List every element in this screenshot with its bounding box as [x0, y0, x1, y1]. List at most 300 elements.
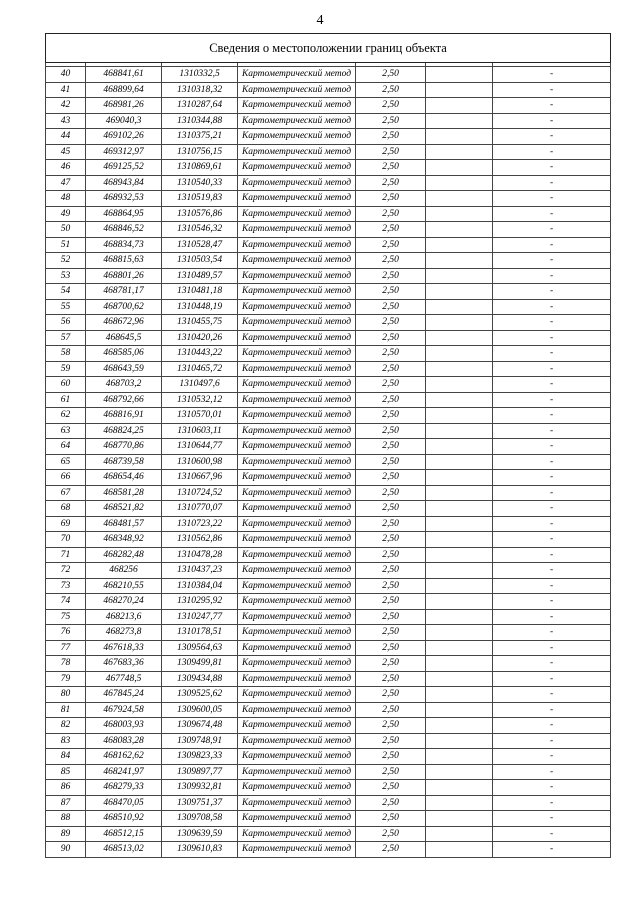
empty-cell — [426, 175, 493, 191]
description-cell: - — [493, 501, 611, 517]
precision-cell: 2,50 — [356, 842, 426, 858]
empty-cell — [426, 609, 493, 625]
method-cell: Картометрический метод — [238, 842, 356, 858]
y-coordinate-cell: 1310644,77 — [162, 439, 238, 455]
description-cell: - — [493, 144, 611, 160]
table-row — [46, 749, 611, 765]
table-row — [46, 129, 611, 145]
precision-cell: 2,50 — [356, 253, 426, 269]
point-number-cell: 77 — [46, 640, 86, 656]
point-number-cell: 87 — [46, 795, 86, 811]
description-cell: - — [493, 253, 611, 269]
x-coordinate-cell: 468241,97 — [86, 764, 162, 780]
description-cell: - — [493, 702, 611, 718]
description-cell: - — [493, 206, 611, 222]
table-row — [46, 299, 611, 315]
description-cell: - — [493, 578, 611, 594]
x-coordinate-cell: 468841,61 — [86, 67, 162, 83]
x-coordinate-cell: 468645,5 — [86, 330, 162, 346]
description-cell: - — [493, 175, 611, 191]
table-row — [46, 175, 611, 191]
precision-cell: 2,50 — [356, 826, 426, 842]
empty-cell — [426, 377, 493, 393]
table-row — [46, 113, 611, 129]
description-cell: - — [493, 811, 611, 827]
table-row — [46, 268, 611, 284]
empty-cell — [426, 392, 493, 408]
method-cell: Картометрический метод — [238, 625, 356, 641]
x-coordinate-cell: 468510,92 — [86, 811, 162, 827]
description-cell: - — [493, 795, 611, 811]
table-row — [46, 578, 611, 594]
x-coordinate-cell: 468815,63 — [86, 253, 162, 269]
point-number-cell: 80 — [46, 687, 86, 703]
method-cell: Картометрический метод — [238, 578, 356, 594]
y-coordinate-cell: 1309708,58 — [162, 811, 238, 827]
x-coordinate-cell: 468846,52 — [86, 222, 162, 238]
description-cell: - — [493, 439, 611, 455]
method-cell: Картометрический метод — [238, 733, 356, 749]
description-cell: - — [493, 129, 611, 145]
empty-cell — [426, 795, 493, 811]
empty-cell — [426, 718, 493, 734]
table-row — [46, 501, 611, 517]
x-coordinate-cell: 468770,86 — [86, 439, 162, 455]
point-number-cell: 76 — [46, 625, 86, 641]
precision-cell: 2,50 — [356, 67, 426, 83]
table-row — [46, 687, 611, 703]
precision-cell: 2,50 — [356, 687, 426, 703]
table-body — [46, 63, 611, 858]
y-coordinate-cell: 1310344,88 — [162, 113, 238, 129]
description-cell: - — [493, 237, 611, 253]
empty-cell — [426, 656, 493, 672]
method-cell: Картометрический метод — [238, 377, 356, 393]
method-cell: Картометрический метод — [238, 315, 356, 331]
empty-cell — [426, 826, 493, 842]
precision-cell: 2,50 — [356, 532, 426, 548]
method-cell: Картометрический метод — [238, 299, 356, 315]
point-number-cell: 45 — [46, 144, 86, 160]
method-cell: Картометрический метод — [238, 82, 356, 98]
y-coordinate-cell: 1310770,07 — [162, 501, 238, 517]
precision-cell: 2,50 — [356, 191, 426, 207]
empty-cell — [426, 129, 493, 145]
table-row — [46, 377, 611, 393]
description-cell: - — [493, 299, 611, 315]
table-row — [46, 408, 611, 424]
y-coordinate-cell: 1309564,63 — [162, 640, 238, 656]
table-row — [46, 284, 611, 300]
method-cell: Картометрический метод — [238, 547, 356, 563]
method-cell: Картометрический метод — [238, 330, 356, 346]
x-coordinate-cell: 468003,93 — [86, 718, 162, 734]
empty-cell — [426, 640, 493, 656]
method-cell: Картометрический метод — [238, 439, 356, 455]
y-coordinate-cell: 1309610,83 — [162, 842, 238, 858]
table-row — [46, 795, 611, 811]
precision-cell: 2,50 — [356, 268, 426, 284]
point-number-cell: 90 — [46, 842, 86, 858]
table-row — [46, 547, 611, 563]
description-cell: - — [493, 764, 611, 780]
point-number-cell: 70 — [46, 532, 86, 548]
description-cell: - — [493, 361, 611, 377]
description-cell: - — [493, 625, 611, 641]
method-cell: Картометрический метод — [238, 144, 356, 160]
empty-cell — [426, 780, 493, 796]
method-cell: Картометрический метод — [238, 532, 356, 548]
empty-cell — [426, 733, 493, 749]
precision-cell: 2,50 — [356, 470, 426, 486]
empty-cell — [426, 516, 493, 532]
point-number-cell: 71 — [46, 547, 86, 563]
method-cell: Картометрический метод — [238, 222, 356, 238]
table-row — [46, 563, 611, 579]
y-coordinate-cell: 1309932,81 — [162, 780, 238, 796]
point-number-cell: 81 — [46, 702, 86, 718]
y-coordinate-cell: 1310723,22 — [162, 516, 238, 532]
table-row — [46, 361, 611, 377]
x-coordinate-cell: 468899,64 — [86, 82, 162, 98]
precision-cell: 2,50 — [356, 718, 426, 734]
table-row — [46, 718, 611, 734]
table-row — [46, 439, 611, 455]
method-cell: Картометрический метод — [238, 764, 356, 780]
method-cell: Картометрический метод — [238, 826, 356, 842]
table-caption: Сведения о местоположении границ объекта — [46, 34, 611, 63]
table-row — [46, 532, 611, 548]
x-coordinate-cell: 468585,06 — [86, 346, 162, 362]
x-coordinate-cell: 468348,92 — [86, 532, 162, 548]
method-cell: Картометрический метод — [238, 237, 356, 253]
page-number: 4 — [316, 13, 324, 28]
point-number-cell: 52 — [46, 253, 86, 269]
x-coordinate-cell: 468801,26 — [86, 268, 162, 284]
y-coordinate-cell: 1309600,05 — [162, 702, 238, 718]
empty-cell — [426, 439, 493, 455]
description-cell: - — [493, 82, 611, 98]
description-cell: - — [493, 315, 611, 331]
method-cell: Картометрический метод — [238, 268, 356, 284]
empty-cell — [426, 842, 493, 858]
x-coordinate-cell: 468256 — [86, 563, 162, 579]
table-row — [46, 315, 611, 331]
empty-cell — [426, 82, 493, 98]
empty-cell — [426, 764, 493, 780]
point-number-cell: 82 — [46, 718, 86, 734]
method-cell: Картометрический метод — [238, 470, 356, 486]
empty-cell — [426, 284, 493, 300]
x-coordinate-cell: 468270,24 — [86, 594, 162, 610]
empty-cell — [426, 253, 493, 269]
y-coordinate-cell: 1310455,75 — [162, 315, 238, 331]
empty-cell — [426, 237, 493, 253]
y-coordinate-cell: 1310667,96 — [162, 470, 238, 486]
precision-cell: 2,50 — [356, 811, 426, 827]
precision-cell: 2,50 — [356, 764, 426, 780]
empty-cell — [426, 222, 493, 238]
method-cell: Картометрический метод — [238, 594, 356, 610]
point-number-cell: 41 — [46, 82, 86, 98]
x-coordinate-cell: 468703,2 — [86, 377, 162, 393]
method-cell: Картометрический метод — [238, 361, 356, 377]
method-cell: Картометрический метод — [238, 423, 356, 439]
precision-cell: 2,50 — [356, 299, 426, 315]
precision-cell: 2,50 — [356, 423, 426, 439]
x-coordinate-cell: 468943,84 — [86, 175, 162, 191]
description-cell: - — [493, 470, 611, 486]
x-coordinate-cell: 469125,52 — [86, 160, 162, 176]
x-coordinate-cell: 468816,91 — [86, 408, 162, 424]
empty-cell — [426, 454, 493, 470]
empty-cell — [426, 532, 493, 548]
precision-cell: 2,50 — [356, 284, 426, 300]
precision-cell: 2,50 — [356, 408, 426, 424]
method-cell: Картометрический метод — [238, 795, 356, 811]
point-number-cell: 69 — [46, 516, 86, 532]
table-row — [46, 206, 611, 222]
y-coordinate-cell: 1310247,77 — [162, 609, 238, 625]
description-cell: - — [493, 485, 611, 501]
empty-cell — [426, 470, 493, 486]
description-cell: - — [493, 454, 611, 470]
y-coordinate-cell: 1310318,32 — [162, 82, 238, 98]
point-number-cell: 61 — [46, 392, 86, 408]
y-coordinate-cell: 1309823,33 — [162, 749, 238, 765]
precision-cell: 2,50 — [356, 315, 426, 331]
point-number-cell: 79 — [46, 671, 86, 687]
x-coordinate-cell: 468210,55 — [86, 578, 162, 594]
empty-cell — [426, 578, 493, 594]
y-coordinate-cell: 1310600,98 — [162, 454, 238, 470]
table-row — [46, 702, 611, 718]
description-cell: - — [493, 423, 611, 439]
y-coordinate-cell: 1310519,83 — [162, 191, 238, 207]
empty-cell — [426, 547, 493, 563]
precision-cell: 2,50 — [356, 98, 426, 114]
empty-cell — [426, 98, 493, 114]
point-number-cell: 51 — [46, 237, 86, 253]
y-coordinate-cell: 1310287,64 — [162, 98, 238, 114]
precision-cell: 2,50 — [356, 563, 426, 579]
point-number-cell: 62 — [46, 408, 86, 424]
y-coordinate-cell: 1309748,91 — [162, 733, 238, 749]
method-cell: Картометрический метод — [238, 408, 356, 424]
method-cell: Картометрический метод — [238, 718, 356, 734]
point-number-cell: 49 — [46, 206, 86, 222]
precision-cell: 2,50 — [356, 609, 426, 625]
table-row — [46, 470, 611, 486]
point-number-cell: 47 — [46, 175, 86, 191]
description-cell: - — [493, 842, 611, 858]
x-coordinate-cell: 468581,28 — [86, 485, 162, 501]
y-coordinate-cell: 1310478,28 — [162, 547, 238, 563]
table-row — [46, 780, 611, 796]
precision-cell: 2,50 — [356, 671, 426, 687]
x-coordinate-cell: 468481,57 — [86, 516, 162, 532]
y-coordinate-cell: 1309897,77 — [162, 764, 238, 780]
point-number-cell: 60 — [46, 377, 86, 393]
y-coordinate-cell: 1310332,5 — [162, 67, 238, 83]
y-coordinate-cell: 1310465,72 — [162, 361, 238, 377]
description-cell: - — [493, 408, 611, 424]
method-cell: Картометрический метод — [238, 485, 356, 501]
y-coordinate-cell: 1310546,32 — [162, 222, 238, 238]
precision-cell: 2,50 — [356, 82, 426, 98]
table-row — [46, 485, 611, 501]
empty-cell — [426, 702, 493, 718]
method-cell: Картометрический метод — [238, 175, 356, 191]
empty-cell — [426, 625, 493, 641]
table-row — [46, 656, 611, 672]
point-number-cell: 53 — [46, 268, 86, 284]
point-number-cell: 48 — [46, 191, 86, 207]
method-cell: Картометрический метод — [238, 640, 356, 656]
point-number-cell: 72 — [46, 563, 86, 579]
y-coordinate-cell: 1310532,12 — [162, 392, 238, 408]
method-cell: Картометрический метод — [238, 516, 356, 532]
method-cell: Картометрический метод — [238, 98, 356, 114]
precision-cell: 2,50 — [356, 392, 426, 408]
precision-cell: 2,50 — [356, 656, 426, 672]
y-coordinate-cell: 1310375,21 — [162, 129, 238, 145]
description-cell: - — [493, 191, 611, 207]
y-coordinate-cell: 1310443,22 — [162, 346, 238, 362]
table-row — [46, 671, 611, 687]
y-coordinate-cell: 1310724,52 — [162, 485, 238, 501]
table-row — [46, 423, 611, 439]
point-number-cell: 75 — [46, 609, 86, 625]
description-cell: - — [493, 532, 611, 548]
description-cell: - — [493, 656, 611, 672]
precision-cell: 2,50 — [356, 501, 426, 517]
point-number-cell: 43 — [46, 113, 86, 129]
description-cell: - — [493, 392, 611, 408]
y-coordinate-cell: 1310481,18 — [162, 284, 238, 300]
x-coordinate-cell: 468512,15 — [86, 826, 162, 842]
empty-cell — [426, 594, 493, 610]
empty-cell — [426, 160, 493, 176]
y-coordinate-cell: 1310448,19 — [162, 299, 238, 315]
precision-cell: 2,50 — [356, 330, 426, 346]
empty-cell — [426, 206, 493, 222]
point-number-cell: 54 — [46, 284, 86, 300]
point-number-cell: 84 — [46, 749, 86, 765]
table-row — [46, 516, 611, 532]
y-coordinate-cell: 1310540,33 — [162, 175, 238, 191]
point-number-cell: 40 — [46, 67, 86, 83]
y-coordinate-cell: 1310489,57 — [162, 268, 238, 284]
empty-cell — [426, 423, 493, 439]
method-cell: Картометрический метод — [238, 811, 356, 827]
table-row — [46, 160, 611, 176]
x-coordinate-cell: 468834,73 — [86, 237, 162, 253]
x-coordinate-cell: 468282,48 — [86, 547, 162, 563]
point-number-cell: 64 — [46, 439, 86, 455]
table-row — [46, 144, 611, 160]
y-coordinate-cell: 1310384,04 — [162, 578, 238, 594]
point-number-cell: 44 — [46, 129, 86, 145]
method-cell: Картометрический метод — [238, 206, 356, 222]
empty-cell — [426, 501, 493, 517]
description-cell: - — [493, 113, 611, 129]
x-coordinate-cell: 467845,24 — [86, 687, 162, 703]
description-cell: - — [493, 222, 611, 238]
y-coordinate-cell: 1309639,59 — [162, 826, 238, 842]
description-cell: - — [493, 516, 611, 532]
table-row — [46, 67, 611, 83]
precision-cell: 2,50 — [356, 578, 426, 594]
x-coordinate-cell: 468162,62 — [86, 749, 162, 765]
point-number-cell: 50 — [46, 222, 86, 238]
table-row — [46, 640, 611, 656]
empty-cell — [426, 268, 493, 284]
method-cell: Картометрический метод — [238, 392, 356, 408]
x-coordinate-cell: 467748,5 — [86, 671, 162, 687]
empty-cell — [426, 563, 493, 579]
y-coordinate-cell: 1310503,54 — [162, 253, 238, 269]
y-coordinate-cell: 1310570,01 — [162, 408, 238, 424]
description-cell: - — [493, 563, 611, 579]
method-cell: Картометрический метод — [238, 609, 356, 625]
table-row — [46, 764, 611, 780]
empty-cell — [426, 315, 493, 331]
precision-cell: 2,50 — [356, 237, 426, 253]
table-row — [46, 826, 611, 842]
description-cell: - — [493, 330, 611, 346]
x-coordinate-cell: 468513,02 — [86, 842, 162, 858]
method-cell: Картометрический метод — [238, 671, 356, 687]
y-coordinate-cell: 1310178,51 — [162, 625, 238, 641]
point-number-cell: 63 — [46, 423, 86, 439]
point-number-cell: 74 — [46, 594, 86, 610]
x-coordinate-cell: 468700,62 — [86, 299, 162, 315]
method-cell: Картометрический метод — [238, 346, 356, 362]
precision-cell: 2,50 — [356, 439, 426, 455]
point-number-cell: 65 — [46, 454, 86, 470]
empty-cell — [426, 749, 493, 765]
point-number-cell: 67 — [46, 485, 86, 501]
method-cell: Картометрический метод — [238, 284, 356, 300]
precision-cell: 2,50 — [356, 749, 426, 765]
x-coordinate-cell: 468083,28 — [86, 733, 162, 749]
description-cell: - — [493, 547, 611, 563]
x-coordinate-cell: 468981,26 — [86, 98, 162, 114]
table-row — [46, 733, 611, 749]
precision-cell: 2,50 — [356, 346, 426, 362]
x-coordinate-cell: 469312,97 — [86, 144, 162, 160]
point-number-cell: 85 — [46, 764, 86, 780]
y-coordinate-cell: 1310497,6 — [162, 377, 238, 393]
description-cell: - — [493, 594, 611, 610]
method-cell: Картометрический метод — [238, 129, 356, 145]
description-cell: - — [493, 160, 611, 176]
precision-cell: 2,50 — [356, 547, 426, 563]
y-coordinate-cell: 1309499,81 — [162, 656, 238, 672]
point-number-cell: 59 — [46, 361, 86, 377]
description-cell: - — [493, 346, 611, 362]
table-row — [46, 82, 611, 98]
description-cell: - — [493, 749, 611, 765]
point-number-cell: 88 — [46, 811, 86, 827]
point-number-cell: 73 — [46, 578, 86, 594]
point-number-cell: 89 — [46, 826, 86, 842]
x-coordinate-cell: 469102,26 — [86, 129, 162, 145]
y-coordinate-cell: 1310437,23 — [162, 563, 238, 579]
method-cell: Картометрический метод — [238, 780, 356, 796]
x-coordinate-cell: 468781,17 — [86, 284, 162, 300]
